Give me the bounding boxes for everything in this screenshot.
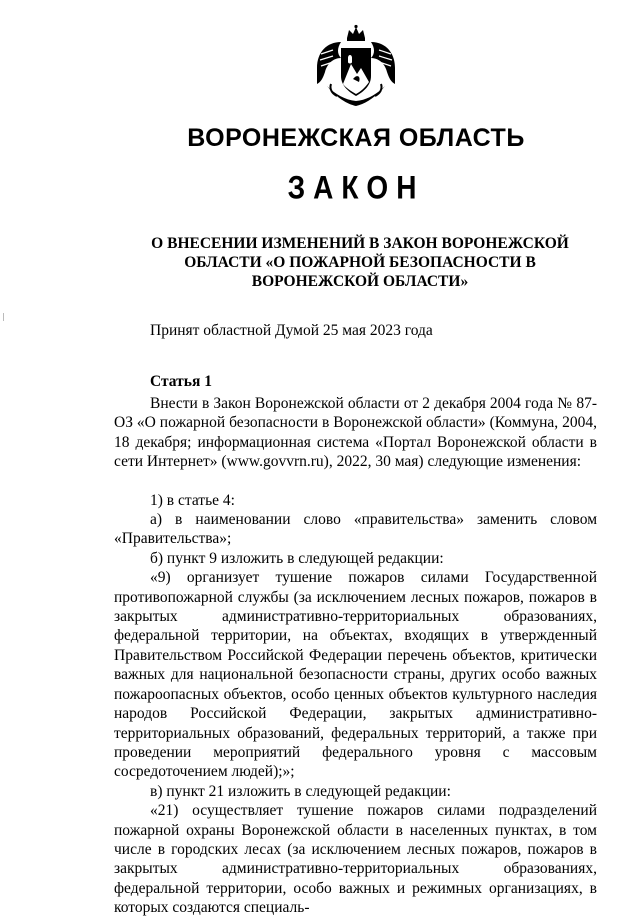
paragraph: «21) осуществляет тушение пожаров силами подразделений пожарной охраны Воронежской области в населенных пунктах, в том числе в городских лесах (за исключением лесных пожаров, пожаров в закрытых административно-территориальных образованиях, федеральной территории, особо важных и режимных организациях, в которых создаются специаль- (114, 802, 597, 917)
article-body (114, 394, 597, 918)
paragraph: б) пункт 9 изложить в следующей редакции: (150, 549, 444, 567)
adoption-date: Принят областной Думой 25 мая 2023 года (150, 322, 433, 339)
article-heading: Статья 1 (150, 373, 212, 390)
margin-mark (3, 313, 4, 321)
document-type: ЗАКОН (287, 169, 425, 206)
law-title: О ВНЕСЕНИИ ИЗМЕНЕНИЙ В ЗАКОН ВОРОНЕЖСКОЙ ОБЛАСТИ «О ПОЖАРНОЙ БЕЗОПАСНОСТИ В ВОРОНЕЖСКОЙ ОБЛАСТИ» (151, 235, 569, 290)
paragraph: 1) в статье 4: (150, 491, 235, 509)
paragraph: «9) организует тушение пожаров силами Государственной противопожарной службы (за исключением лесных пожаров, пожаров в закрытых административно-территориальных образованиях, федеральной территории, на объектах, входящих в утвержденный Правительством Российской Федерации перечень объектов, критически важных для национальной безопасности страны, других особо важных пожароопасных объектов, особо ценных объектов культурного наследия народов Российской Федерации, закрытых административно-территориальных образований, федеральных территорий, а также при проведении мероприятий федерального уровня с массовым сосредоточением людей);»; (114, 569, 597, 781)
paragraph: а) в наименовании слово «правительства» заменить словом «Правительства»; (114, 511, 597, 548)
region-title: ВОРОНЕЖСКАЯ ОБЛАСТЬ (187, 124, 525, 152)
paragraph: в) пункт 21 изложить в следующей редакции: (150, 782, 451, 800)
voronezh-coat-of-arms-icon (313, 24, 399, 108)
paragraph: Внести в Закон Воронежской области от 2 декабря 2004 года № 87-ОЗ «О пожарной безопасности в Воронежской области» (Коммуна, 2004, 18 декабря; информационная система «Портал Воронежской области в сети Интернет» (www.govvrn.ru), 2022, 30 мая) следующие изменения: (114, 395, 597, 471)
